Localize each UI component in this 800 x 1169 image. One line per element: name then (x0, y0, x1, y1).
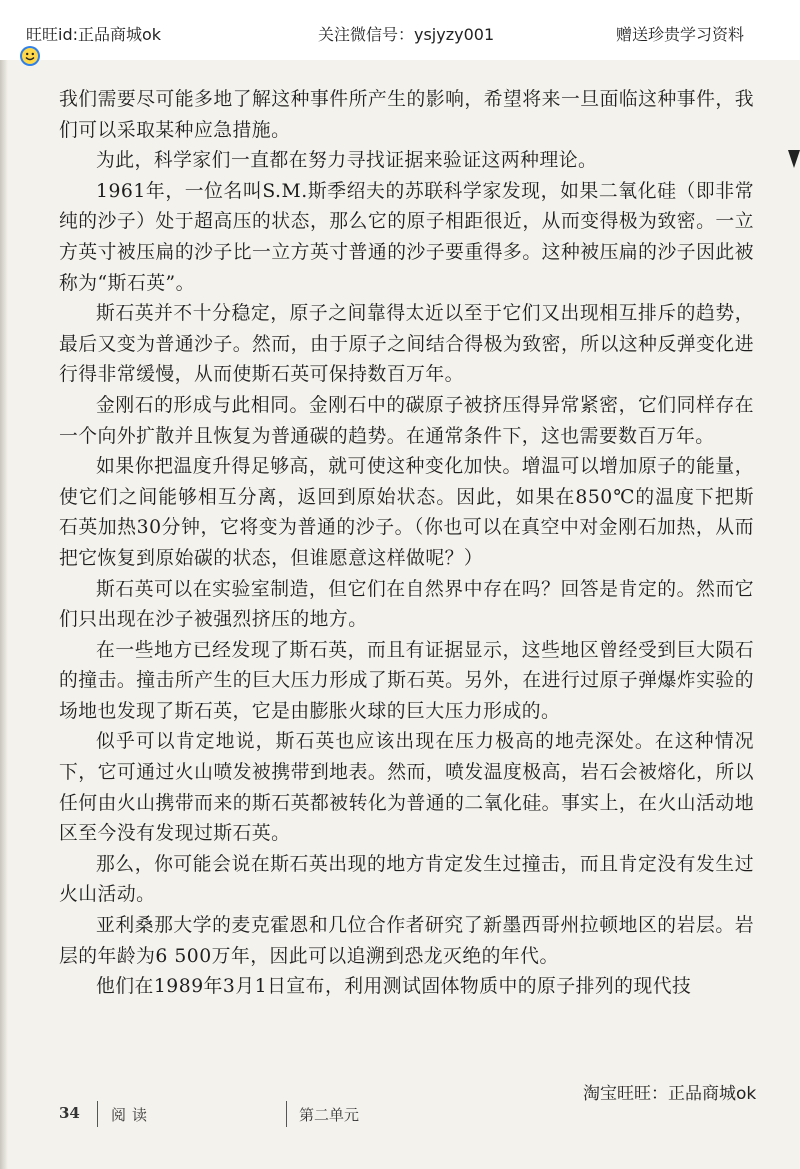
paragraph: 为此，科学家们一直都在努力寻找证据来验证这两种理论。 (96, 150, 598, 172)
paragraph: 亚利桑那大学的麦克霍恩和几位合作者研究了新墨西哥州拉顿地区的岩层。岩层的年龄为6 500万年，因此可以追溯到恐龙灭绝的年代。 (59, 915, 754, 967)
header-left-text: 旺旺id:正品商城ok (26, 25, 162, 44)
paragraph: 斯石英并不十分稳定，原子之间靠得太近以至于它们又出现相互排斥的趋势，最后又变为普通沙子。然而，由于原子之间结合得极为致密，所以这种反弹变化进行得非常缓慢，从而使斯石英可保持数百万年。 (59, 303, 754, 386)
footer-divider (97, 1101, 98, 1127)
unit-title: 第二单元 (299, 1106, 360, 1124)
smiley-face-icon (20, 46, 40, 66)
page-mark (788, 150, 800, 168)
paragraph: 斯石英可以在实验室制造，但它们在自然界中存在吗？回答是肯定的。然而它们只出现在沙子被强烈挤压的地方。 (59, 578, 754, 631)
page-footer (59, 1101, 559, 1131)
paragraph: 金刚石的形成与此相同。金刚石中的碳原子被挤压得异常紧密，它们同样存在一个向外扩散并且恢复为普通碳的趋势。在通常条件下，这也需要数百万年。 (59, 394, 754, 447)
paragraph: 1961年，一位名叫S.M.斯季绍夫的苏联科学家发现，如果二氧化硅（即非常纯的沙子）处于超高压的状态，那么它的原子相距很近，从而变得极为致密。一立方英寸被压扁的沙子比一立方英寸普通的沙子要重得多。这种被压扁的沙子因此被称为“斯石英”。 (59, 180, 754, 294)
page-edge (0, 0, 8, 1169)
page-number: 34 (59, 1104, 80, 1122)
paragraph: 在一些地方已经发现了斯石英，而且有证据显示，这些地区曾经受到巨大陨石的撞击。撞击所产生的巨大压力形成了斯石英。另外，在进行过原子弹爆炸实验的场地也发现了斯石英，它是由膨胀火球的巨大压力形成的。 (59, 639, 754, 722)
article-body (59, 85, 754, 1003)
paragraph: 我们需要尽可能多地了解这种事件所产生的影响，希望将来一旦面临这种事件，我们可以采取某种应急措施。 (59, 89, 754, 141)
paragraph: 那么，你可能会说在斯石英出现的地方肯定发生过撞击，而且肯定没有发生过火山活动。 (59, 853, 754, 906)
paragraph: 似乎可以肯定地说，斯石英也应该出现在压力极高的地壳深处。在这种情况下，它可通过火山喷发被携带到地表。然而，喷发温度极高，岩石会被熔化，所以任何由火山携带而来的斯石英都被转化为普通的二氧化硅。事实上，在火山活动地区至今没有发现过斯石英。 (59, 731, 754, 845)
footer-divider (286, 1101, 287, 1127)
header-right-text: 赠送珍贵学习资料 (615, 25, 744, 44)
watermark-footer: 淘宝旺旺：正品商城ok (583, 1084, 757, 1104)
paragraph: 他们在1989年3月1日宣布，利用测试固体物质中的原子排列的现代技 (96, 976, 692, 998)
header-center-text: 关注微信号：ysjyzy001 (318, 25, 495, 44)
paragraph: 如果你把温度升得足够高，就可使这种变化加快。增温可以增加原子的能量，使它们之间能够相互分离，返回到原始状态。因此，如果在850℃的温度下把斯石英加热30分钟，它将变为普通的沙子。（你也可以在真空中对金刚石加热，从而把它恢复到原始碳的状态，但谁愿意这样做呢？） (59, 456, 754, 569)
watermark-header (0, 0, 800, 60)
section-title: 阅读 (111, 1106, 154, 1124)
